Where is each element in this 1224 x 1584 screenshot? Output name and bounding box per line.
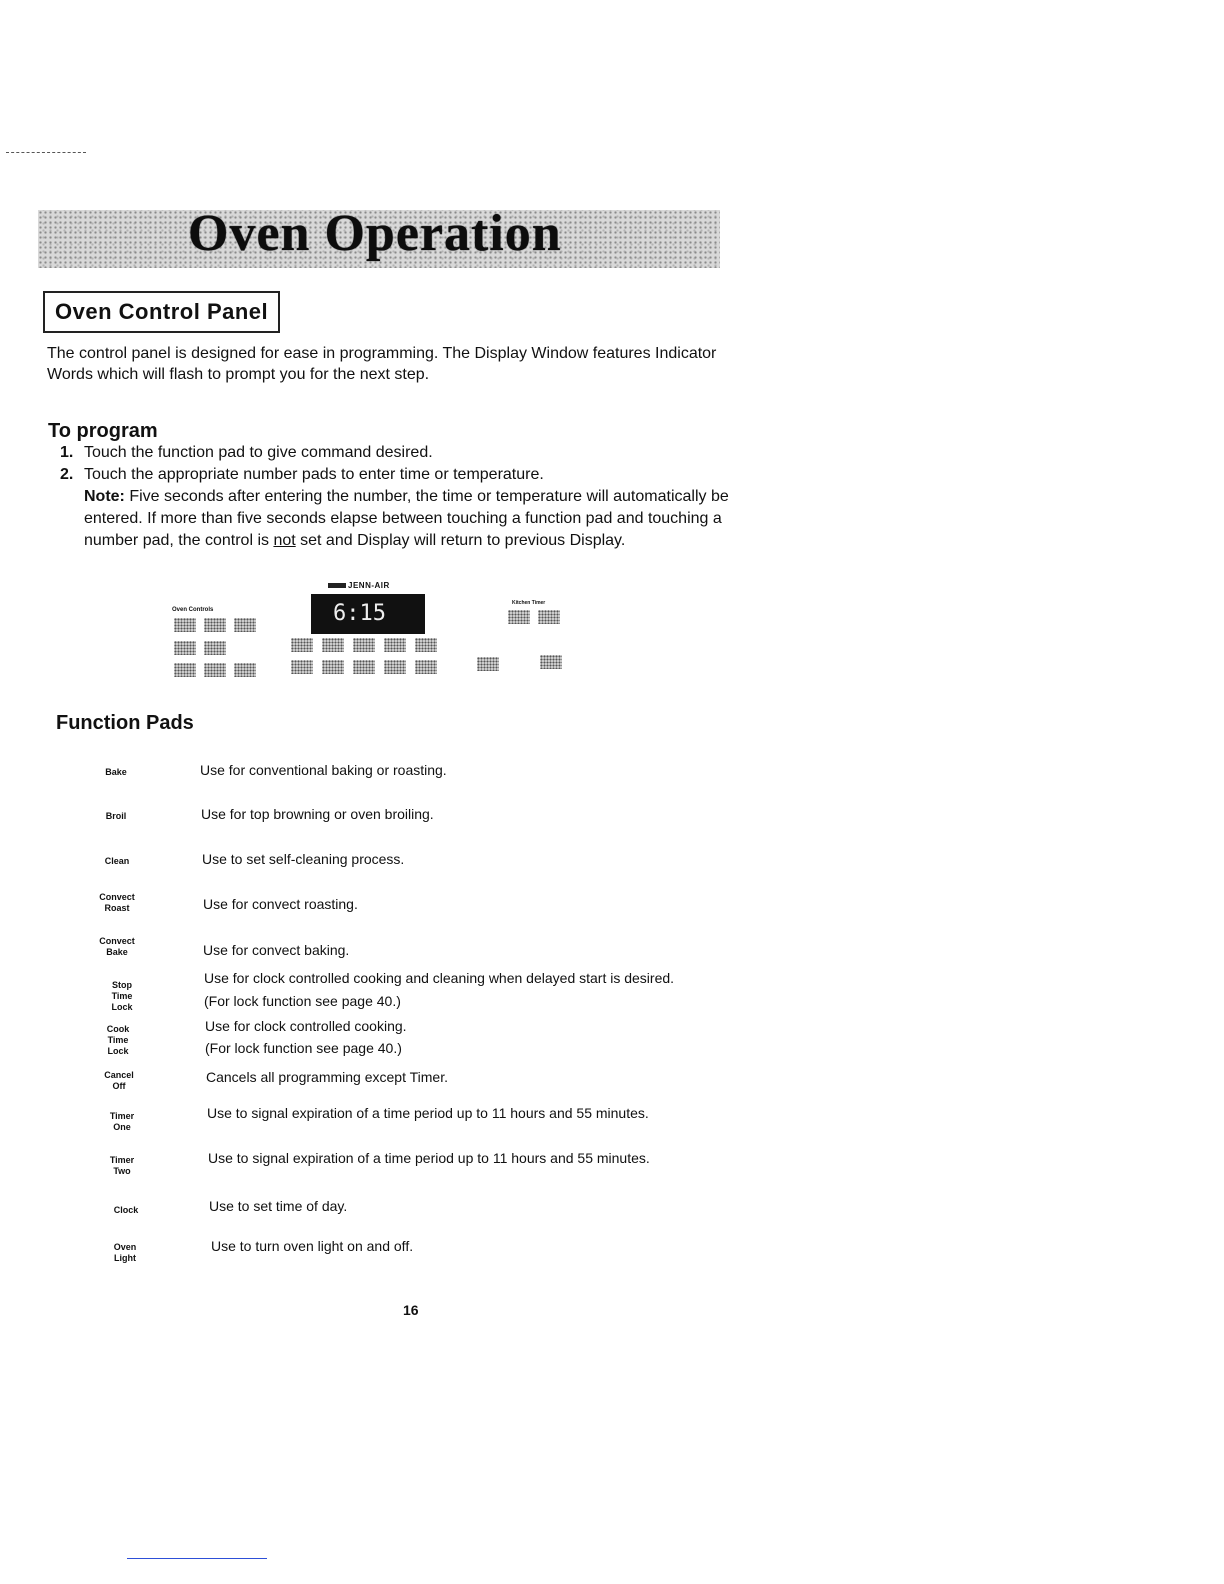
pad-desc-convect-roast: Use for convect roasting.: [203, 896, 358, 912]
pad-desc-clock: Use to set time of day.: [209, 1198, 348, 1214]
pad-desc-convect-bake: Use for convect baking.: [203, 942, 350, 958]
pad-desc-cancel-off: Cancels all programming except Timer.: [206, 1069, 448, 1085]
panel-pad[interactable]: [204, 663, 226, 677]
clock-pad[interactable]: [477, 657, 499, 671]
kitchen-timer-label: Kitchen Timer: [512, 600, 546, 606]
note-label: Note:: [84, 488, 125, 505]
pad-desc-clean: Use to set self-cleaning process.: [202, 851, 405, 867]
number-pad[interactable]: [353, 638, 375, 652]
note-text-2: set and Display will return to previous Display.: [295, 532, 626, 549]
display-window: 6:15: [311, 594, 425, 634]
panel-pad[interactable]: [234, 618, 256, 632]
step-number: 1.: [60, 444, 74, 461]
pad-label-bake: Bake: [105, 767, 127, 777]
pad-label-cancel-off: Cancel Off: [104, 1070, 134, 1091]
panel-pad[interactable]: [204, 618, 226, 632]
step-number: 2.: [60, 466, 74, 483]
pad-label-clock: Clock: [113, 1205, 139, 1215]
pad-desc-cook-time-note: (For lock function see page 40.): [205, 1040, 402, 1056]
number-pad[interactable]: [291, 638, 313, 652]
number-pad[interactable]: [291, 660, 313, 674]
note-emphasis: not: [273, 532, 296, 549]
pad-label-stop-time: Stop Time Lock: [111, 980, 133, 1012]
number-pad[interactable]: [353, 660, 375, 674]
number-pad[interactable]: [384, 638, 406, 652]
pad-desc-bake: Use for conventional baking or roasting.: [200, 762, 447, 778]
number-pad[interactable]: [384, 660, 406, 674]
program-steps: [60, 442, 740, 552]
note-text-1: Five seconds after entering the number, the time or temperature will automatically be entered. If more than five seconds elapse between touching a function pad and touching a number pad, the control is: [84, 488, 729, 549]
pad-desc-oven-light: Use to turn oven light on and off.: [211, 1238, 414, 1254]
pad-desc-cook-time: Use for clock controlled cooking.: [205, 1018, 407, 1034]
pad-label-convect-bake: Convect Bake: [99, 936, 135, 957]
footer-rule: [127, 1558, 267, 1559]
number-pad[interactable]: [322, 638, 344, 652]
page-number: 16: [403, 1302, 419, 1318]
panel-pad[interactable]: [204, 641, 226, 655]
program-note: [84, 486, 740, 552]
pad-desc-broil: Use for top browning or oven broiling.: [201, 806, 434, 822]
page-title: Oven Operation: [188, 205, 562, 262]
panel-pad[interactable]: [174, 663, 196, 677]
section-heading-oven-control-panel: Oven Control Panel: [43, 291, 280, 333]
intro-paragraph: The control panel is designed for ease in programming. The Display Window features Indicator Words which will flash to prompt you for the next step.: [47, 345, 717, 383]
pad-desc-timer-two: Use to signal expiration of a time period up to 11 hours and 55 minutes.: [208, 1150, 650, 1166]
to-program-heading: To program: [48, 420, 158, 442]
pad-label-cook-time: Cook Time Lock: [106, 1024, 130, 1056]
pad-label-timer-two: Timer Two: [109, 1155, 135, 1176]
pad-desc-stop-time: Use for clock controlled cooking and cleaning when delayed start is desired.: [204, 970, 675, 986]
pad-desc-stop-time-note: (For lock function see page 40.): [204, 993, 401, 1009]
panel-pad[interactable]: [234, 663, 256, 677]
number-pad[interactable]: [415, 660, 437, 674]
brand-logo: [328, 581, 390, 590]
scan-artifact-line: [6, 152, 86, 153]
brand-mark-icon: [328, 583, 346, 588]
number-pad[interactable]: [322, 660, 344, 674]
step-2: [60, 464, 740, 486]
step-text: Touch the appropriate number pads to enter time or temperature.: [84, 466, 544, 483]
pad-label-clean: Clean: [104, 856, 130, 866]
step-text: Touch the function pad to give command desired.: [84, 444, 433, 461]
pad-label-oven-light: Oven Light: [113, 1242, 137, 1263]
pad-label-timer-one: Timer One: [109, 1111, 135, 1132]
pad-desc-timer-one: Use to signal expiration of a time period up to 11 hours and 55 minutes.: [207, 1105, 649, 1121]
pad-label-convect-roast: Convect Roast: [99, 892, 135, 913]
timer-pad[interactable]: [508, 610, 530, 624]
oven-controls-label: Oven Controls: [172, 607, 214, 613]
oven-light-pad[interactable]: [540, 655, 562, 669]
pad-label-broil: Broil: [105, 811, 127, 821]
timer-pad[interactable]: [538, 610, 560, 624]
number-pad[interactable]: [415, 638, 437, 652]
panel-pad[interactable]: [174, 641, 196, 655]
brand-name: JENN-AIR: [348, 581, 390, 590]
step-1: [60, 442, 740, 464]
function-pads-heading: Function Pads: [56, 712, 194, 734]
panel-pad[interactable]: [174, 618, 196, 632]
